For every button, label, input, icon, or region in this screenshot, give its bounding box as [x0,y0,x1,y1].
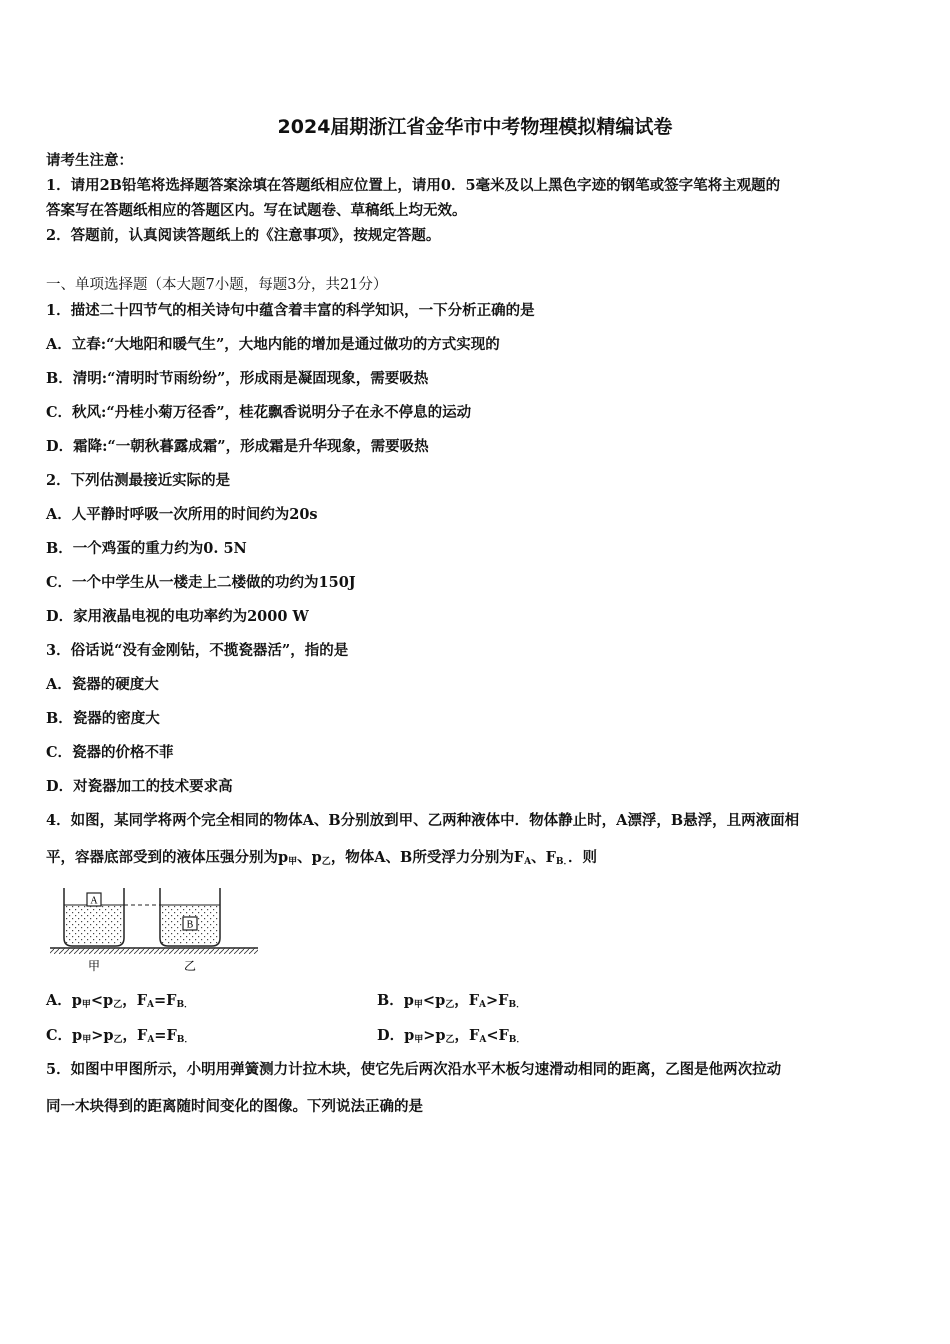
subscript: A [147,1035,155,1045]
opt-text: ，F [122,992,148,1009]
subscript: A [479,1035,487,1045]
subscript: 甲 [81,1000,91,1010]
subscript: B． [176,1000,194,1010]
opt-text: B．p [377,992,414,1009]
subscript: 乙 [113,1035,123,1045]
q5-stem-line-2: 同一木块得到的距离随时间变化的图像。下列说法正确的是 [46,1098,423,1115]
subscript: 乙 [445,1035,455,1045]
q3-option-b: B．瓷器的密度大 [46,710,160,727]
opt-text: <p [422,992,446,1009]
q4-option-d [377,1026,525,1050]
q4-option-b [377,991,525,1015]
opt-text: =F [154,992,177,1009]
q1-option-d: D．霜降:“一朝秋暮露成霜”，形成霜是升华现象，需要吸热 [46,438,429,455]
opt-text: A．p [46,992,82,1009]
subscript: 乙 [113,1000,123,1010]
q4-option-c [46,1026,193,1050]
opt-text: ，F [454,992,480,1009]
notice-item-2: 2．答题前，认真阅读答题纸上的《注意事项》，按规定答题。 [46,227,441,244]
notice-item-1-line-2: 答案写在答题纸相应的答题区内。写在试题卷、草稿纸上均无效。 [46,202,467,219]
q3-option-a: A．瓷器的硬度大 [46,676,159,693]
ground-hatch [50,948,258,954]
subscript: 甲 [414,1035,424,1045]
opt-text: ，F [454,1027,480,1044]
q1-option-b: B．清明:“清明时节雨纷纷”，形成雨是凝固现象，需要吸热 [46,370,429,387]
subscript: B． [176,1035,194,1045]
subscript: 甲 [288,857,298,867]
q4-stem-line-1: 4．如图，某同学将两个完全相同的物体A、B分别放到甲、乙两种液体中．物体静止时，A漂浮，B悬浮，且两液面相 [46,812,800,829]
notice-heading: 请考生注意： [46,152,133,169]
subscript: A [524,857,532,867]
liquid-jia [65,905,123,945]
opt-text: C．p [46,1027,83,1044]
opt-text: <p [90,992,114,1009]
q4-stem-text: ．则 [568,849,598,866]
subscript: B． [508,1000,526,1010]
subscript: 乙 [321,857,331,867]
opt-text: <F [486,1027,509,1044]
q3-option-d: D．对瓷器加工的技术要求高 [46,778,233,795]
object-b-label: B [186,919,194,931]
notice-item-1-line-1: 1．请用2B铅笔将选择题答案涂填在答题纸相应位置上，请用0．5毫米及以上黑色字迹的钢笔或签字笔将主观题的 [46,177,781,194]
q1-option-c: C．秋风:“丹桂小菊万径香”，桂花飘香说明分子在永不停息的运动 [46,404,472,421]
object-a-label: A [90,895,98,907]
section-heading: 一、单项选择题（本大题7小题，每题3分，共21分） [46,277,388,293]
q3-stem: 3．俗话说“没有金刚钻，不揽瓷器活”，指的是 [46,642,349,659]
q1-stem: 1．描述二十四节气的相关诗句中蕴含着丰富的科学知识，一下分析正确的是 [46,302,535,319]
label-jia: 甲 [87,959,101,973]
q2-stem: 2．下列估测最接近实际的是 [46,472,231,489]
q4-stem-text: 、p [297,849,322,866]
opt-text: >p [91,1027,114,1044]
q4-stem-text: ，物体A、B所受浮力分别为F [330,849,525,866]
opt-text: ，F [122,1027,148,1044]
subscript: 乙 [445,1000,455,1010]
q2-option-b: B．一个鸡蛋的重力约为0. 5N [46,540,247,557]
subscript: A [479,1000,487,1010]
subscript: A [147,1000,154,1010]
opt-text: D．p [377,1027,415,1044]
q4-option-a [46,991,193,1015]
subscript: B． [508,1035,526,1045]
q4-stem-text: 平，容器底部受到的液体压强分别为p [46,849,289,866]
subscript: B． [555,857,569,867]
containers-figure [44,884,264,976]
q2-option-a: A．人平静时呼吸一次所用的时间约为20s [46,506,318,523]
q4-stem-line-2 [46,848,597,872]
q3-option-c: C．瓷器的价格不菲 [46,744,174,761]
opt-text: >p [423,1027,446,1044]
opt-text: =F [154,1027,177,1044]
subscript: 甲 [413,1000,423,1010]
q4-stem-text: 、F [531,849,556,866]
q5-stem-line-1: 5．如图中甲图所示，小明用弹簧测力计拉木块，使它先后两次沿水平木板匀速滑动相同的距离，乙图是他两次拉动 [46,1061,782,1078]
q1-option-a: A．立春:“大地阳和暖气生”，大地内能的增加是通过做功的方式实现的 [46,336,500,353]
q2-option-c: C．一个中学生从一楼走上二楼做的功约为150J [46,574,356,591]
subscript: 甲 [82,1035,92,1045]
label-yi: 乙 [183,959,197,973]
q2-option-d: D．家用液晶电视的电功率约为2000 W [46,608,309,625]
opt-text: >F [486,992,509,1009]
page-title: 2024届期浙江省金华市中考物理模拟精编试卷 [277,116,673,138]
